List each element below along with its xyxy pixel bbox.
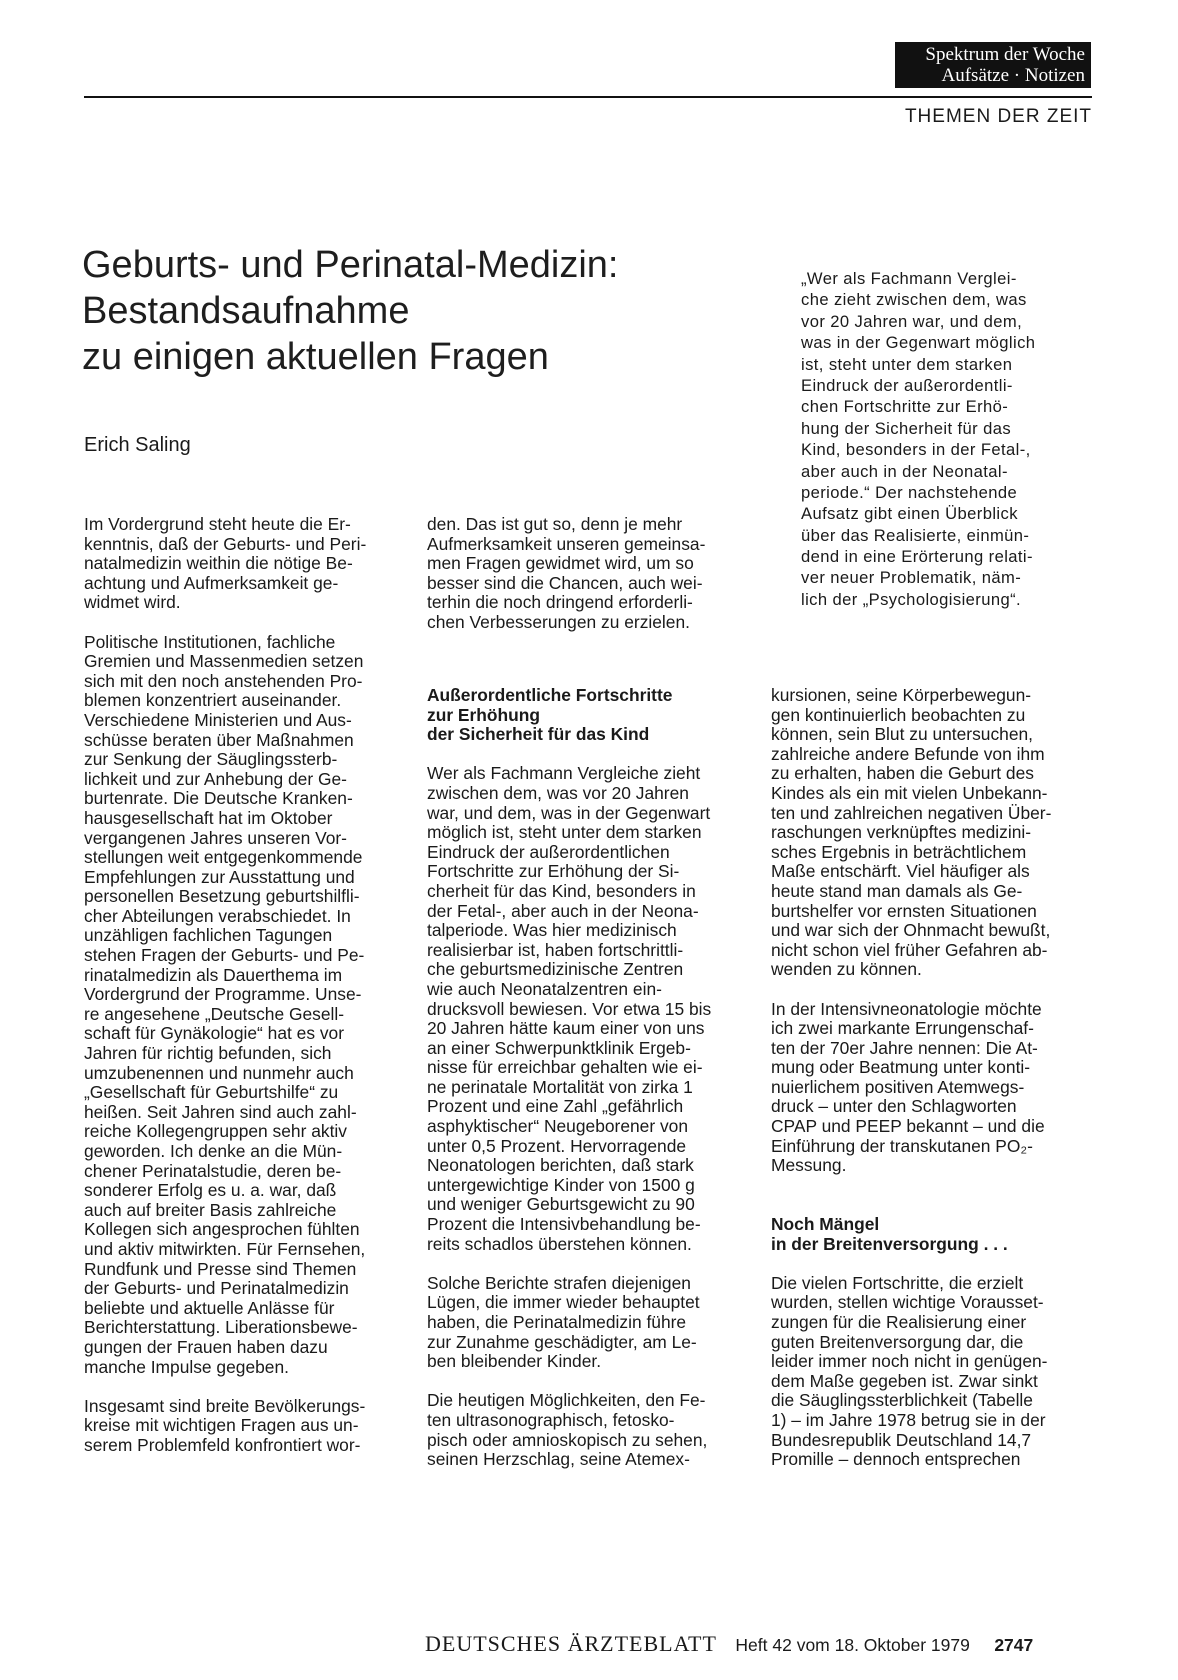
text-line: kursionen, seine Körperbewegun- <box>771 685 1032 705</box>
text-line: men Fragen gewidmet wird, um so <box>427 553 694 574</box>
text-line: Einführung der transkutanen PO₂- <box>771 1135 1033 1156</box>
text-line: Rundfunk und Presse sind Themen <box>84 1258 357 1279</box>
text-line: unter 0,5 Prozent. Hervorragende <box>427 1135 687 1156</box>
text-line: der Fetal-, aber auch in der Neona- <box>427 900 699 921</box>
paragraph-gap <box>771 1195 1091 1215</box>
text-line: 1) – im Jahre 1978 betrug sie in der <box>771 1409 1046 1430</box>
text-line: Aufmerksamkeit unseren gemeinsa- <box>427 533 706 554</box>
text-line: blemen konzentriert auseinander. <box>84 690 342 711</box>
text-line: ver neuer Problematik, näm- <box>801 568 1022 588</box>
text-line: realisierbar ist, haben fortschrittli- <box>427 939 684 960</box>
text-line: wie auch Neonatalzentren ein- <box>427 978 662 999</box>
text-line: zur Zunahme geschädigter, am Le- <box>427 1331 697 1352</box>
text-line: Maße entschärft. Viel häufiger als <box>771 861 1030 882</box>
text-line: widmet wird. <box>84 592 181 613</box>
text-line: Im Vordergrund steht heute die Er- <box>84 514 351 534</box>
text-line: natalmedizin weithin die nötige Be- <box>84 553 353 574</box>
text-line: heute stand man damals als Ge- <box>771 880 1023 901</box>
heading-line: in der Breitenversorgung . . . <box>771 1233 1008 1254</box>
text-line: chen Verbesserungen zu erzielen. <box>427 611 690 632</box>
text-line: ten der 70er Jahre nennen: Die At- <box>771 1037 1038 1058</box>
paragraph-gap <box>771 980 1091 1000</box>
text-line: vor 20 Jahren war, und dem, <box>801 311 1023 331</box>
text-line: che geburtsmedizinische Zentren <box>427 959 684 980</box>
text-line: dem Maße gegeben ist. Zwar sinkt <box>771 1370 1038 1391</box>
text-line: können, sein Blut zu untersuchen, <box>771 724 1033 745</box>
text-line: asphyktischer“ Neugeborener von <box>427 1116 689 1137</box>
text-line: Promille – dennoch entsprechen <box>771 1449 1021 1470</box>
text-line: In der Intensivneonatologie möchte <box>771 998 1042 1019</box>
text-line: stellungen weit entgegenkommende <box>84 847 363 868</box>
text-line: sches Ergebnis in beträchtlichem <box>771 841 1027 862</box>
text-line: den. Das ist gut so, denn je mehr <box>427 514 683 534</box>
text-line: Kollegen sich angesprochen fühlten <box>84 1219 360 1240</box>
text-line: Aufsatz gibt einen Überblick <box>801 504 1018 524</box>
text-line: was in der Gegenwart möglich <box>801 333 1036 353</box>
text-line: sonderer Erfolg es u. a. war, daß <box>84 1180 337 1201</box>
section-heading <box>771 1215 1091 1254</box>
column-3-end <box>771 1254 1091 1470</box>
text-line: Prozent die Intensivbehandlung be- <box>427 1214 701 1235</box>
column-2-top <box>427 515 745 633</box>
text-line: sich mit den noch anstehenden Pro- <box>84 670 363 691</box>
text-line: und war sich der Ohnmacht bewußt, <box>771 920 1051 941</box>
heading-line: Außerordentliche Fortschritte <box>427 685 673 705</box>
text-line: kenntnis, daß der Geburts- und Peri- <box>84 533 367 554</box>
text-line: Solche Berichte strafen diejenigen <box>427 1272 691 1293</box>
text-line: gungen der Frauen haben dazu <box>84 1336 328 1357</box>
text-line: und aktiv mitwirkten. Für Fernsehen, <box>84 1238 366 1259</box>
badge-line: Aufsätze · Notizen <box>941 65 1085 86</box>
text-line: die Säuglingssterblichkeit (Tabelle <box>771 1390 1033 1411</box>
text-line: geworden. Ich denke an die Mün- <box>84 1141 343 1161</box>
text-line: reits schadlos überstehen können. <box>427 1233 692 1254</box>
text-line: Insgesamt sind breite Bevölkerungs- <box>84 1395 366 1416</box>
text-line: schüsse beraten über Maßnahmen <box>84 729 354 750</box>
text-line: unzähligen fachlichen Tagungen <box>84 925 333 946</box>
text-line: „Gesellschaft für Geburtshilfe“ zu <box>84 1082 339 1103</box>
text-line: an einer Schwerpunktklinik Ergeb- <box>427 1037 691 1058</box>
paragraph-gap <box>771 1254 1091 1274</box>
section-label: THEMEN DER ZEIT <box>904 106 1092 127</box>
text-line: aber auch in der Neonatal- <box>801 461 1008 481</box>
text-line: che zieht zwischen dem, was <box>801 290 1027 310</box>
title-line: Bestandsaufnahme <box>82 290 410 332</box>
heading-line: der Sicherheit für das Kind <box>427 724 650 745</box>
text-line: und weniger Geburtsgewicht zu 90 <box>427 1194 695 1215</box>
text-line: besser sind die Chancen, auch wei- <box>427 572 703 593</box>
text-line: re angesehene „Deutsche Gesell- <box>84 1003 345 1024</box>
paragraph-gap <box>427 1254 745 1274</box>
text-line: Messung. <box>771 1155 847 1176</box>
text-line: umzubenennen und nunmehr auch <box>84 1062 354 1083</box>
text-line: rinatalmedizin als Dauerthema im <box>84 964 343 985</box>
text-line: ich zwei markante Errungenschaf- <box>771 1018 1034 1039</box>
text-line: chen Fortschritte zur Erhö- <box>801 397 1009 417</box>
text-line: personellen Besetzung geburtshilfli- <box>84 886 360 907</box>
text-line: manche Impulse gegeben. <box>84 1356 289 1377</box>
page-number: 2747 <box>994 1635 1034 1655</box>
text-line: reiche Kollegengruppen sehr aktiv <box>84 1121 347 1142</box>
text-line: Wer als Fachmann Vergleiche zieht <box>427 763 701 784</box>
text-line: Prozent und eine Zahl „gefährlich <box>427 1096 684 1117</box>
article-title <box>82 242 762 380</box>
text-line: chener Perinatalstudie, deren be- <box>84 1160 342 1181</box>
text-line: serem Problemfeld konfrontiert wor- <box>84 1434 361 1455</box>
text-line: mung oder Beatmung unter konti- <box>771 1057 1031 1078</box>
pull-quote <box>801 268 1081 610</box>
text-line: 20 Jahren hätte kaum einer von uns <box>427 1018 705 1039</box>
text-line: Neonatologen berichten, daß stark <box>427 1155 694 1176</box>
text-line: druck – unter den Schlagworten <box>771 1096 1017 1117</box>
text-line: gen kontinuierlich beobachten zu <box>771 704 1026 725</box>
text-line: ten ultrasonographisch, fetosko- <box>427 1409 675 1430</box>
text-line: untergewichtige Kinder von 1500 g <box>427 1174 695 1195</box>
column-3-body <box>771 686 1091 1215</box>
text-line: cherheit für das Kind, besonders in <box>427 880 696 901</box>
text-line: burtshelfer vor ernsten Situationen <box>771 900 1037 921</box>
text-line: lichkeit und zur Anhebung der Ge- <box>84 768 347 789</box>
column-3 <box>771 686 1091 1470</box>
text-line: schaft für Gynäkologie“ hat es vor <box>84 1023 345 1044</box>
text-line: kreise mit wichtigen Fragen aus un- <box>84 1415 359 1436</box>
text-line: terhin die noch dringend erforderli- <box>427 592 693 613</box>
text-line: Eindruck der außerordentli- <box>801 375 1013 395</box>
text-line: zu erhalten, haben die Geburt des <box>771 763 1034 784</box>
text-line: ben bleibender Kinder. <box>427 1351 602 1372</box>
text-line: ne perinatale Mortalität von zirka 1 <box>427 1076 693 1097</box>
text-line: Fortschritte zur Erhöhung der Si- <box>427 861 680 882</box>
text-line: lich der „Psychologisierung“. <box>801 589 1022 609</box>
column-1 <box>84 515 402 1456</box>
text-line: cher Abteilungen verabschiedet. In <box>84 905 351 926</box>
text-line: Empfehlungen zur Ausstattung und <box>84 866 355 887</box>
text-line: Berichterstattung. Liberationsbewe- <box>84 1317 358 1338</box>
text-line: hausgesellschaft hat im Oktober <box>84 807 333 828</box>
text-line: hung der Sicherheit für das <box>801 418 1012 438</box>
text-line: Jahren für richtig befunden, sich <box>84 1043 332 1064</box>
text-line: zwischen dem, was vor 20 Jahren <box>427 782 689 803</box>
text-line: „Wer als Fachmann Verglei- <box>801 269 1017 288</box>
heading-line: zur Erhöhung <box>427 704 541 725</box>
header-rule <box>84 96 1092 98</box>
text-line: Eindruck der außerordentlichen <box>427 841 670 862</box>
text-line: stehen Fragen der Geburts- und Pe- <box>84 945 365 966</box>
text-line: beliebte und aktuelle Anlässe für <box>84 1297 335 1318</box>
paragraph-gap <box>84 1377 402 1397</box>
text-line: über das Realisierte, einmün- <box>801 525 1030 545</box>
column-2-body <box>427 764 745 1469</box>
text-line: möglich ist, steht unter dem starken <box>427 822 702 843</box>
text-line: Gremien und Massenmedien setzen <box>84 651 364 672</box>
text-line: Politische Institutionen, fachliche <box>84 631 336 652</box>
text-line: Kind, besonders in der Fetal-, <box>801 440 1031 460</box>
text-line: heißen. Seit Jahren sind auch zahl- <box>84 1101 357 1122</box>
text-line: zungen für die Realisierung einer <box>771 1312 1027 1332</box>
text-line: Verschiedene Ministerien und Aus- <box>84 709 352 730</box>
text-line: dend in eine Erörterung relati- <box>801 547 1033 567</box>
journal-name: DEUTSCHES ÄRZTEBLATT <box>425 1631 717 1656</box>
text-line: wurden, stellen wichtige Vorausset- <box>771 1292 1044 1313</box>
author-name: Erich Saling <box>84 434 191 456</box>
text-line: pisch oder amnioskopisch zu sehen, <box>427 1429 708 1450</box>
text-line: Vordergrund der Programme. Unse- <box>84 984 362 1005</box>
text-line: vergangenen Jahres unseren Vor- <box>84 827 347 848</box>
text-line: Lügen, die immer wieder behauptet <box>427 1292 700 1313</box>
text-line: Bundesrepublik Deutschland 14,7 <box>771 1429 1032 1450</box>
section-heading <box>427 686 745 745</box>
text-line: talperiode. Was hier medizinisch <box>427 920 677 941</box>
title-line: Geburts- und Perinatal-Medizin: <box>82 244 619 286</box>
text-line: war, und dem, was in der Gegenwart <box>427 802 711 823</box>
text-line: auch auf breiter Basis zahlreiche <box>84 1199 337 1220</box>
column-2 <box>427 686 745 1470</box>
paragraph-gap <box>427 745 745 765</box>
paragraph-gap <box>427 1372 745 1392</box>
text-line: drucksvoll bewiesen. Vor etwa 15 bis <box>427 998 712 1019</box>
paragraph-gap <box>84 613 402 633</box>
text-line: raschungen verknüpftes medizini- <box>771 822 1032 843</box>
text-line: seinen Herzschlag, seine Atemex- <box>427 1449 690 1470</box>
text-line: nisse für erreichbar gehalten wie ei- <box>427 1057 703 1078</box>
text-line: periode.“ Der nachstehende <box>801 482 1018 502</box>
text-line: ten und zahlreichen negativen Über- <box>771 802 1052 823</box>
text-line: guten Breitenversorgung dar, die <box>771 1331 1024 1352</box>
text-line: burtenrate. Die Deutsche Kranken- <box>84 788 353 809</box>
section-badge <box>895 42 1091 88</box>
text-line: ist, steht unter dem starken <box>801 354 1013 374</box>
issue-info: Heft 42 vom 18. Oktober 1979 <box>735 1635 970 1655</box>
text-line: der Geburts- und Perinatalmedizin <box>84 1278 349 1299</box>
badge-line: Spektrum der Woche <box>925 44 1085 65</box>
text-line: nuierlichem positiven Atemwegs- <box>771 1076 1025 1097</box>
text-line: Kindes als ein mit vielen Unbekann- <box>771 782 1048 803</box>
page-footer <box>425 1631 1033 1657</box>
text-line: zahlreiche andere Befunde von ihm <box>771 743 1045 764</box>
title-line: zu einigen aktuellen Fragen <box>82 336 549 378</box>
text-line: Die vielen Fortschritte, die erzielt <box>771 1272 1024 1293</box>
text-line: nicht schon viel früher Gefahren ab- <box>771 939 1048 960</box>
text-line: zur Senkung der Säuglingssterb- <box>84 749 338 770</box>
text-line: Die heutigen Möglichkeiten, den Fe- <box>427 1390 706 1411</box>
heading-line: Noch Mängel <box>771 1214 880 1235</box>
text-line: CPAP und PEEP bekannt – und die <box>771 1116 1045 1137</box>
text-line: haben, die Perinatalmedizin führe <box>427 1312 687 1332</box>
text-line: wenden zu können. <box>771 959 922 980</box>
text-line: leider immer noch nicht in genügen- <box>771 1351 1048 1372</box>
text-line: achtung und Aufmerksamkeit ge- <box>84 572 339 593</box>
paragraph-gap <box>771 1176 1091 1196</box>
